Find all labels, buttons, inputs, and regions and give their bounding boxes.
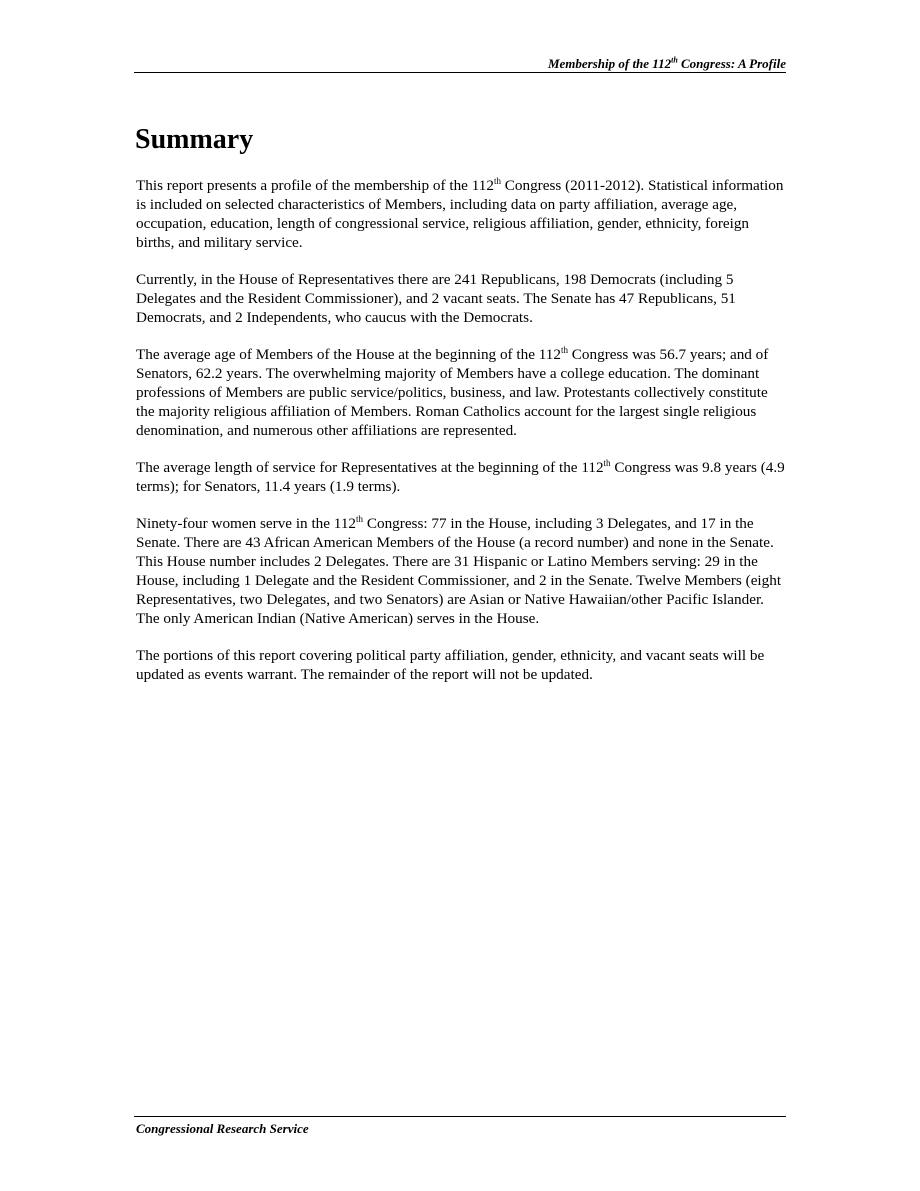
header-title-after: Congress: A Profile: [677, 56, 786, 71]
paragraph-gender-superscript: th: [356, 513, 364, 524]
paragraph-age-text-b: Congress was 56.7 years; and of Senators, 62.2 years. The overwhelming majority of Members have a college education. The dominant professions of Members are public service/politics, business, and law. Protestants collectively constitute the majority religious affiliation of Members. Roman Catholics account for the largest single religious denomination, and numerous other affiliations are represented.: [136, 346, 769, 439]
paragraph-length-of-service: [136, 458, 788, 496]
header-title-before: Membership of the 112: [547, 56, 672, 71]
paragraph-overview-text-b: Congress (2011-2012). Statistical information is included on selected characteristics of Members, including data on party affiliation, average age, occupation, education, length of congressional service, religious affiliation, gender, ethnicity, foreign births, and military service.: [136, 177, 784, 251]
section-title: Summary: [135, 124, 254, 155]
paragraph-service-text-a: The average length of service for Representatives at the beginning of the 112: [136, 459, 604, 476]
footer-rule: [134, 1116, 786, 1117]
paragraph-gender-text-b: Congress: 77 in the House, including 3 Delegates, and 17 in the Senate. There are 43 African American Members of the House (a record number) and none in the Senate. This House number includes 2 Delegates. There are 31 Hispanic or Latino Members serving: 29 in the House, including 1 Delegate and the Resident Commissioner, and 2 in the Senate. Twelve Members (eight Representatives, two Delegates, and two Senators) are Asian or Native Hawaiian/other Pacific Islander. The only American Indian (Native American) serves in the House.: [136, 515, 782, 627]
paragraph-overview-text-a: This report presents a profile of the membership of the 112: [136, 177, 494, 194]
paragraph-gender-text-a: Ninety-four women serve in the 112: [136, 515, 357, 532]
paragraph-age-education: [136, 345, 788, 440]
paragraph-overview: [136, 176, 788, 252]
paragraph-age-text-a: The average age of Members of the House at the beginning of the 112: [136, 346, 561, 363]
paragraph-service-text-b: Congress was 9.8 years (4.9 terms); for Senators, 11.4 years (1.9 terms).: [136, 459, 785, 495]
running-header: [134, 55, 786, 73]
paragraph-party-composition: Currently, in the House of Representatives there are 241 Republicans, 198 Democrats (including 5 Delegates and the Resident Commissioner), and 2 vacant seats. The Senate has 47 Republicans, 51 Democrats, and 2 Independents, who caucus with the Democrats.: [136, 271, 736, 326]
summary-body: [136, 176, 788, 702]
paragraph-update-note: The portions of this report covering political party affiliation, gender, ethnicity, and vacant seats will be updated as events warrant. The remainder of the report will not be updated.: [136, 647, 765, 683]
header-title-superscript: th: [671, 55, 678, 65]
running-footer: Congressional Research Service: [136, 1121, 309, 1136]
paragraph-gender-ethnicity: [136, 514, 788, 628]
paragraph-service-superscript: th: [603, 457, 611, 468]
paragraph-overview-superscript: th: [493, 175, 501, 186]
header-rule: [134, 72, 786, 73]
paragraph-age-superscript: th: [560, 344, 568, 355]
